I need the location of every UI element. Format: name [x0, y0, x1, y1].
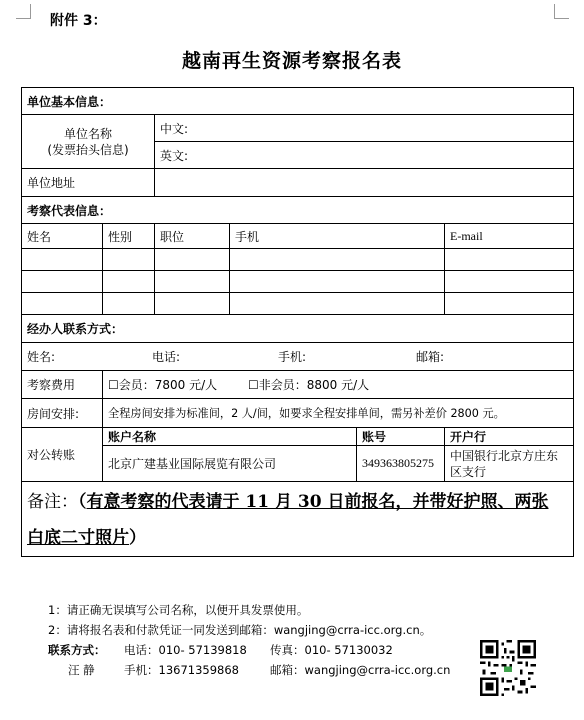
bank-account-name: 北京广建基业国际展览有限公司 [103, 446, 357, 482]
delegate-name-cell[interactable] [22, 249, 103, 271]
room-text: 全程房间安排为标准间，2 人/间，如要求全程安排单间，需另补差价 2800 元。 [103, 399, 574, 428]
crop-mark-top-right [554, 4, 569, 19]
contact-person: 汪 静 [68, 663, 95, 677]
contact-fax: 传真：010- 57130032 [270, 643, 393, 657]
footer-person-row [48, 660, 468, 680]
agent-phone-label: 电话: [152, 350, 181, 364]
delegates-header-mobile: 手机 [230, 224, 445, 249]
delegate-name-cell[interactable] [22, 293, 103, 315]
note-prefix: 备注： [27, 492, 78, 512]
fee-options [103, 371, 574, 399]
bank-name-header: 开户行 [445, 428, 574, 446]
crop-mark-top-left [16, 4, 31, 19]
bank-name: 中国银行北京方庄东区支行 [445, 446, 574, 482]
footer-line-1: 1：请正确无误填写公司名称，以便开具发票使用。 [48, 603, 309, 617]
bank-account-no: 349363805275 [357, 446, 445, 482]
unit-info-section-label: 单位基本信息： [22, 88, 574, 115]
delegate-gender-cell[interactable] [103, 271, 155, 293]
delegate-position-cell[interactable] [155, 249, 230, 271]
attachment-label: 附件 3： [50, 13, 107, 29]
note-line-2 [27, 520, 568, 556]
unit-name-label-text: 单位名称 [63, 126, 112, 141]
delegates-header-name: 姓名 [22, 224, 103, 249]
footer-notes [48, 600, 468, 680]
delegate-mobile-cell[interactable] [230, 271, 445, 293]
delegate-email-cell[interactable] [445, 293, 574, 315]
delegate-mobile-cell[interactable] [230, 293, 445, 315]
room-label: 房间安排: [22, 399, 103, 428]
unit-name-label-sub: (发票抬头信息) [47, 142, 129, 157]
delegates-header-email: E-mail [445, 224, 574, 249]
fee-member-option[interactable]: ☐会员：7800 元/人 [108, 378, 218, 392]
unit-name-cn-label: 中文: [160, 121, 189, 136]
delegate-email-cell[interactable] [445, 271, 574, 293]
delegate-name-cell[interactable] [22, 271, 103, 293]
note-text-2: 白底二寸照片 [27, 528, 129, 548]
delegates-section-label: 考察代表信息： [22, 197, 574, 224]
fee-label: 考察费用 [22, 371, 103, 399]
agent-section-label: 经办人联系方式： [22, 315, 574, 343]
unit-name-label [22, 115, 155, 169]
unit-name-en-label: 英文: [160, 148, 189, 163]
delegate-position-cell[interactable] [155, 271, 230, 293]
footer-contact-row [48, 640, 468, 660]
note-block [22, 482, 574, 557]
delegate-row [22, 293, 574, 315]
delegate-mobile-cell[interactable] [230, 249, 445, 271]
note-open-paren: （ [78, 492, 87, 512]
unit-address-field[interactable] [155, 169, 574, 197]
delegate-row [22, 271, 574, 293]
registration-form [21, 87, 574, 557]
qr-code-icon [480, 640, 536, 696]
delegate-gender-cell[interactable] [103, 293, 155, 315]
bank-account-no-header: 账号 [357, 428, 445, 446]
unit-name-cn-field[interactable] [155, 115, 574, 142]
agent-contact-row[interactable] [22, 343, 574, 371]
note-line-1 [27, 484, 568, 520]
delegate-position-cell[interactable] [155, 293, 230, 315]
delegates-header-gender: 性别 [103, 224, 155, 249]
contact-label: 联系方式： [48, 643, 106, 657]
agent-mobile-label: 手机: [278, 350, 307, 364]
note-close-paren: ） [129, 528, 146, 548]
contact-mobile: 手机：13671359868 [124, 663, 239, 677]
contact-tel: 电话：010- 57139818 [124, 643, 247, 657]
delegate-gender-cell[interactable] [103, 249, 155, 271]
note-text-1: 有意考察的代表请于 11 月 30 日前报名，并带好护照、两张 [86, 492, 549, 512]
contact-email: 邮箱：wangjing@crra-icc.org.cn [270, 663, 451, 677]
bank-transfer-label: 对公转账 [22, 428, 103, 482]
unit-address-label: 单位地址 [22, 169, 155, 197]
bank-account-name-header: 账户名称 [103, 428, 357, 446]
delegates-header-position: 职位 [155, 224, 230, 249]
fee-nonmember-option[interactable]: ☐非会员：8800 元/人 [248, 378, 370, 392]
delegate-row [22, 249, 574, 271]
agent-email-label: 邮箱: [416, 350, 445, 364]
agent-name-label: 姓名: [27, 350, 56, 364]
footer-line-2: 2：请将报名表和付款凭证一同发送到邮箱：wangjing@crra-icc.org.cn。 [48, 623, 432, 637]
page-title: 越南再生资源考察报名表 [181, 50, 402, 72]
delegate-email-cell[interactable] [445, 249, 574, 271]
unit-name-en-field[interactable] [155, 142, 574, 169]
